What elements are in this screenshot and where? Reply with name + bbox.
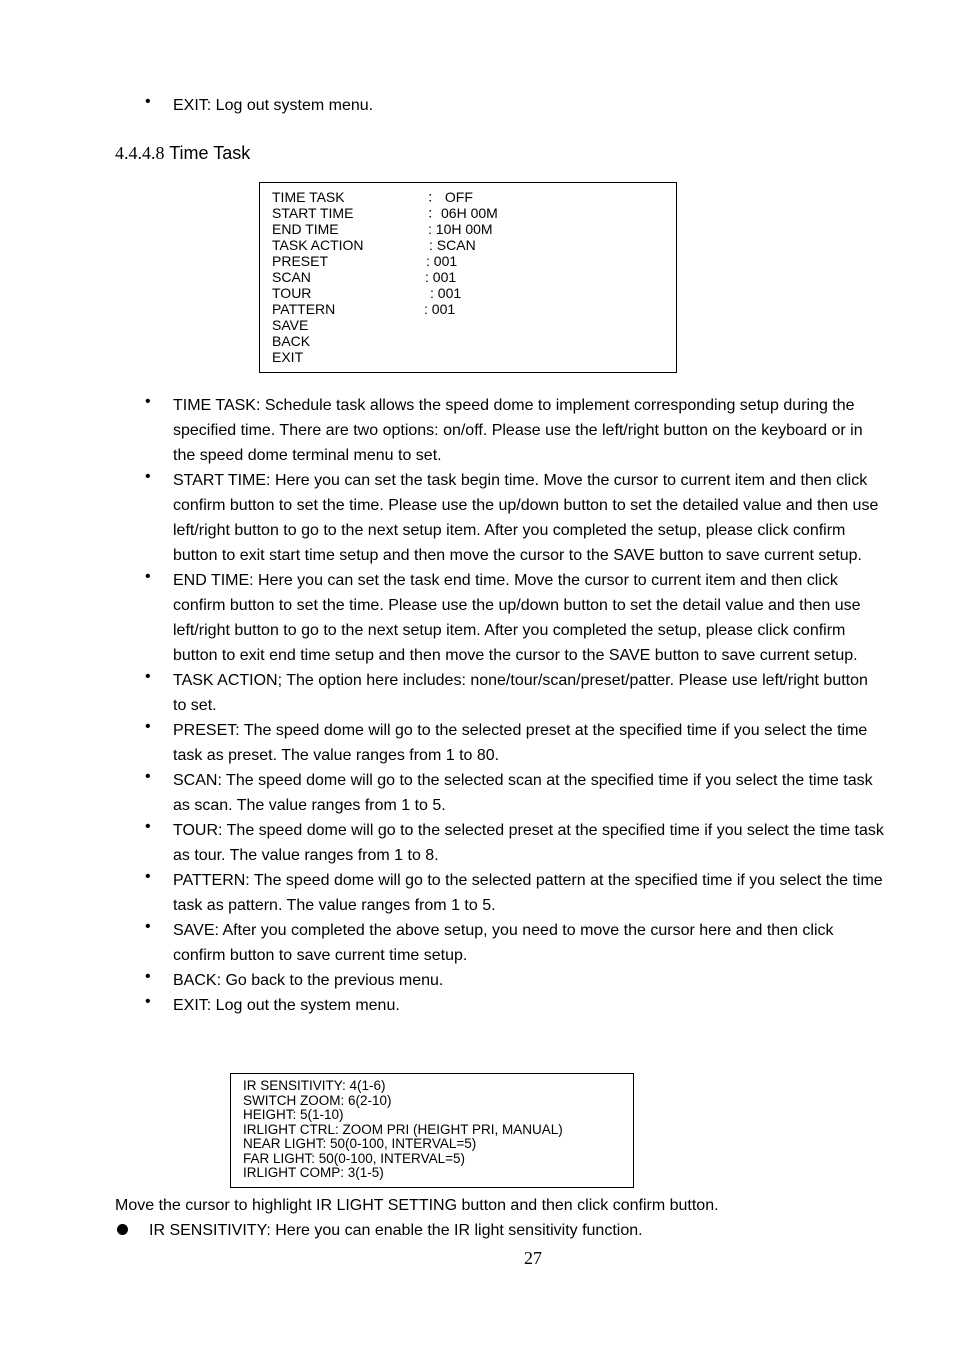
menu-label-pattern: PATTERN [272, 301, 336, 317]
section-title: Time Task [169, 143, 251, 163]
bullet-dot-icon: • [145, 993, 151, 1010]
bullet-task-action: TASK ACTION; The option here includes: none/tour/scan/preset/patter. Please use left/right button to set. [173, 672, 868, 714]
bullet-start-time: START TIME: Here you can set the task begin time. Move the cursor to current item and then click confirm button to set the time. Please use the up/down button to set the detailed value and then use left/right button to go to the next setup item. After you completed the setup, please click confirm button to exit start time setup and then move the cursor to the SAVE button to save current setup. [173, 472, 879, 564]
menu-value-scan: : 001 [425, 269, 457, 285]
menu-label-time-task: TIME TASK [272, 189, 345, 205]
menu-label-end-time: END TIME [272, 221, 339, 237]
menu-label-tour: TOUR [272, 285, 312, 301]
ir-row-sensitivity: IR SENSITIVITY: 4(1-6) [243, 1078, 386, 1093]
move-cursor-text: Move the cursor to highlight IR LIGHT SETTING button and then click confirm button. [115, 1197, 719, 1214]
ir-row-switch-zoom: SWITCH ZOOM: 6(2-10) [243, 1092, 392, 1108]
bullet-dot-icon: • [145, 468, 151, 485]
menu-label-back: BACK [272, 333, 311, 349]
bullet-time-task: TIME TASK: Schedule task allows the speed dome to implement corresponding setup during the specified time. There are two options: on/off. Please use the left/right button on the keyboard or in the speed dome terminal menu to set. [173, 397, 863, 464]
menu-value-start-time: ：06H 00M [427, 205, 498, 221]
bullet-dot-icon: • [145, 568, 151, 585]
bullet-dot-icon: • [145, 668, 151, 685]
menu-value-tour: : 001 [430, 285, 462, 301]
bullet-exit: EXIT: Log out the system menu. [173, 997, 400, 1014]
bullet-dot-icon: • [145, 968, 151, 985]
menu-label-preset: PRESET [272, 253, 329, 269]
menu-label-task-action: TASK ACTION [272, 237, 364, 253]
menu-label-scan: SCAN [272, 269, 311, 285]
ir-row-irlight-comp: IRLIGHT COMP: 3(1-5) [243, 1165, 384, 1180]
bullet-dot-icon: • [145, 93, 151, 110]
ir-row-near-light: NEAR LIGHT: 50(0-100, INTERVAL=5) [243, 1136, 477, 1151]
bullet-tour: TOUR: The speed dome will go to the selected preset at the specified time if you select the time task as tour. The value ranges from 1 to 8. [173, 822, 884, 864]
section-number: 4.4.4.8 [115, 143, 165, 163]
time-task-menu [259, 182, 677, 373]
bullet-dot-icon: • [145, 393, 151, 410]
bullet-end-time: END TIME: Here you can set the task end time. Move the cursor to current item and then click confirm button to set the time. Please use the up/down button to set the detail value and then use left/right button to go to the next setup item. After you completed the setup, please click confirm button to exit end time setup and then move the cursor to the SAVE button to save current setup. [173, 572, 861, 664]
menu-value-preset: : 001 [426, 253, 458, 269]
ir-light-menu [230, 1073, 634, 1188]
bullet-dot-icon: • [145, 868, 151, 885]
menu-value-end-time: : 10H 00M [428, 221, 493, 237]
menu-value-time-task: ： OFF [427, 189, 473, 205]
section-heading [115, 143, 250, 164]
menu-label-exit: EXIT [272, 349, 304, 365]
bullet-dot-icon: • [145, 818, 151, 835]
bullet-preset: PRESET: The speed dome will go to the selected preset at the specified time if you select the time task as preset. The value ranges from 1 to 80. [173, 722, 868, 764]
bullet-dot-icon: • [145, 768, 151, 785]
menu-label-start-time: START TIME [272, 205, 354, 221]
bullet-dot-icon: • [145, 718, 151, 735]
page-number: 27 [524, 1248, 542, 1268]
bullet-save: SAVE: After you completed the above setup, you need to move the cursor here and then click confirm button to save current time setup. [173, 922, 834, 964]
menu-label-save: SAVE [272, 317, 309, 333]
menu-value-task-action: : SCAN [429, 237, 476, 253]
ir-sensitivity-bullet-text: IR SENSITIVITY: Here you can enable the IR light sensitivity function. [149, 1222, 643, 1239]
bullet-back: BACK: Go back to the previous menu. [173, 972, 444, 989]
bullet-dot-icon: • [145, 918, 151, 935]
ir-row-height: HEIGHT: 5(1-10) [243, 1107, 344, 1122]
ir-row-irlight-ctrl: IRLIGHT CTRL: ZOOM PRI (HEIGHT PRI, MANUAL) [243, 1121, 563, 1137]
bullet-scan: SCAN: The speed dome will go to the selected scan at the specified time if you select the time task as scan. The value ranges from 1 to 5. [173, 772, 873, 814]
exit-bullet-text: EXIT: Log out system menu. [173, 97, 374, 114]
menu-value-pattern: : 001 [424, 301, 456, 317]
bullet-pattern: PATTERN: The speed dome will go to the selected pattern at the specified time if you select the time task as pattern. The value ranges from 1 to 5. [173, 872, 883, 914]
bullet-disc-icon [117, 1224, 128, 1235]
ir-row-far-light: FAR LIGHT: 50(0-100, INTERVAL=5) [243, 1150, 465, 1166]
